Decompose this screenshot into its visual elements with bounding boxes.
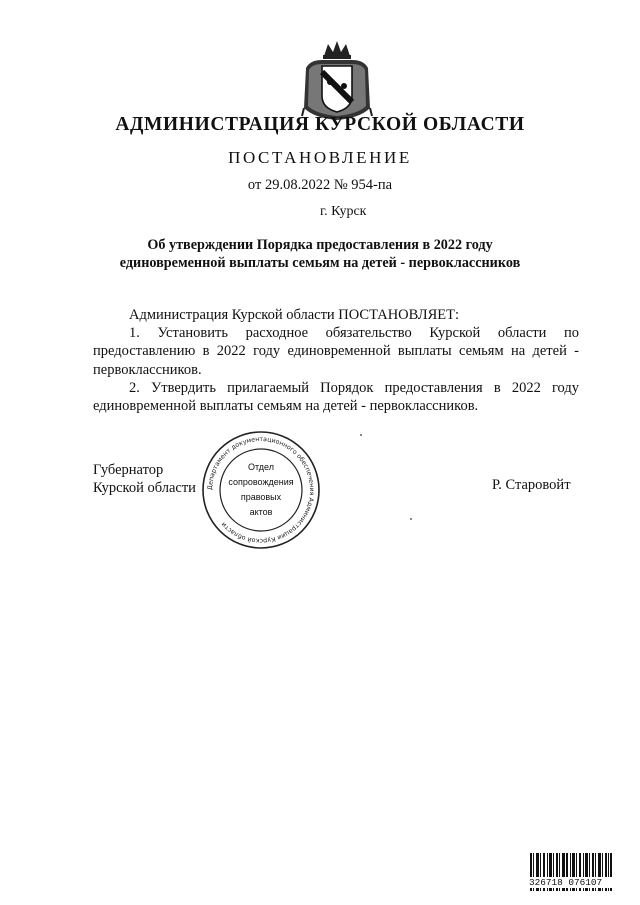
barcode-number: 326718 076107 <box>529 877 615 888</box>
city: г. Курск <box>320 204 367 219</box>
stamp-center-line-3: правовых <box>240 492 282 502</box>
round-stamp <box>201 430 321 550</box>
stamp-center-line-1: Отдел <box>247 462 275 472</box>
signer-name: Р. Старовойт <box>492 477 571 493</box>
stamp-ring-text: Департамент документационного обеспечения Администрации Курской области <box>206 435 316 545</box>
scan-speck <box>410 518 412 520</box>
document-type: ПОСТАНОВЛЕНИЕ <box>228 148 412 167</box>
document-body <box>93 306 579 415</box>
subject-line-2: единовременной выплаты семьям на детей - первоклассников <box>119 255 521 271</box>
position-line-1: Губернатор <box>93 462 164 478</box>
organization-title: АДМИНИСТРАЦИЯ КУРСКОЙ ОБЛАСТИ <box>115 114 525 135</box>
scan-speck <box>360 434 362 436</box>
stamp-center-line-4: актов <box>249 507 273 517</box>
body-item-1: 1. Установить расходное обязательство Курской области по предоставлению в 2022 году единовременной выплаты семьям на детей - первоклассников. <box>93 325 579 378</box>
position-line-2: Курской области <box>93 480 196 496</box>
body-intro: Администрация Курской области ПОСТАНОВЛЯЕТ: <box>129 307 460 323</box>
date-and-number: от 29.08.2022 № 954-па <box>247 177 393 193</box>
document-subject <box>0 236 640 272</box>
signer-position <box>93 461 196 497</box>
coat-of-arms-emblem <box>300 38 374 122</box>
body-item-2: 2. Утвердить прилагаемый Порядок предоставления в 2022 году единовременной выплаты семьям на детей - первоклассников. <box>93 379 579 415</box>
stamp-center-line-2: сопровождения <box>228 477 294 487</box>
subject-line-1: Об утверждении Порядка предоставления в 2022 году <box>147 237 493 253</box>
